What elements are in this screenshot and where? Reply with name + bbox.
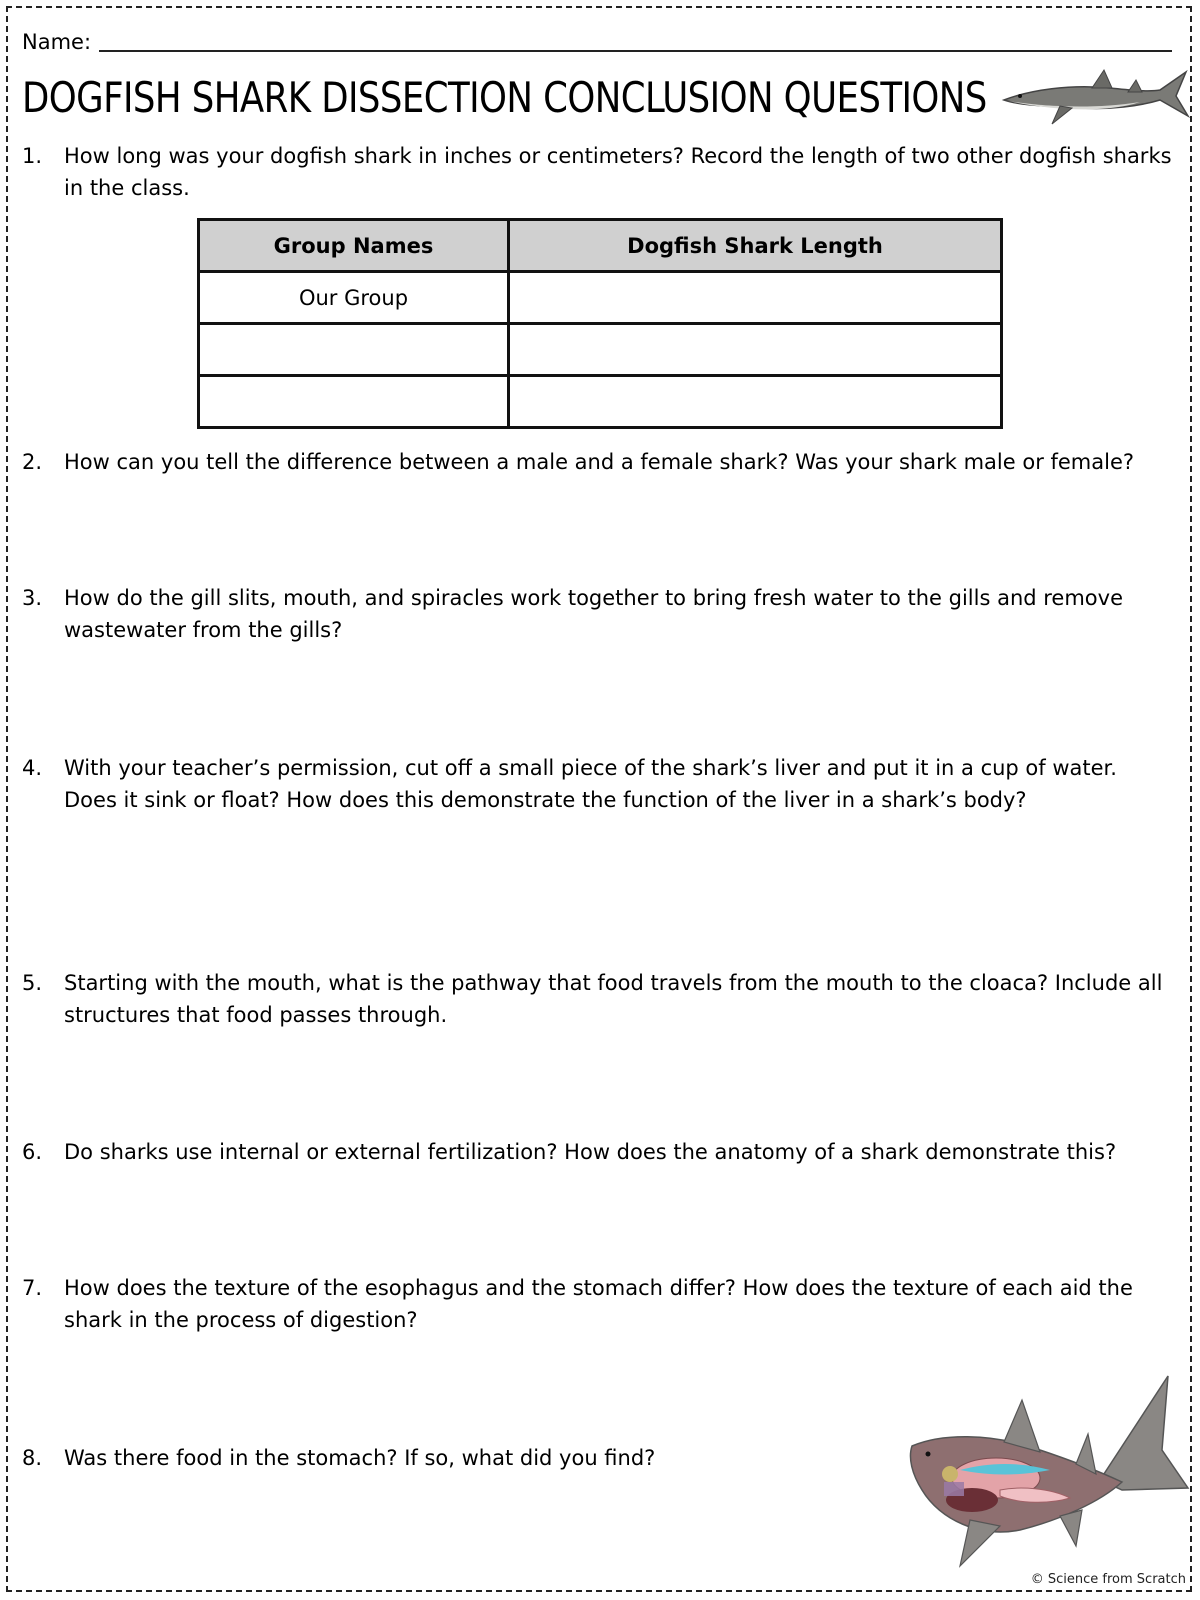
table-row [199,324,1002,376]
table-cell-group[interactable] [199,324,509,376]
question-number: 4. [22,756,43,780]
question-text: Starting with the mouth, what is the pathway that food travels from the mouth to the cloaca? Include all structures that food passes through. [64,971,1163,1027]
question-6 [22,1136,1172,1168]
question-number: 6. [22,1140,43,1164]
question-text: With your teacher’s permission, cut off a small piece of the shark’s liver and put it in a cup of water. Does it sink or float? How does this demonstrate the function of the liver in a shark’s body? [64,756,1117,812]
name-label: Name: [22,30,92,54]
column-header-shark-length: Dogfish Shark Length [509,220,1002,272]
table-cell-length[interactable] [509,324,1002,376]
question-text: Was there food in the stomach? If so, what did you find? [64,1446,656,1470]
shark-length-table [197,218,1003,429]
question-1 [22,140,1172,204]
copyright-notice: © Science from Scratch [1030,1572,1186,1587]
table-cell-length[interactable] [509,272,1002,324]
question-number: 5. [22,971,43,995]
page-title: DOGFISH SHARK DISSECTION CONCLUSION QUESTIONS [22,73,987,122]
question-text: How can you tell the difference between a male and a female shark? Was your shark male or female? [64,450,1135,474]
question-4 [22,752,1172,816]
question-text: How does the texture of the esophagus and the stomach differ? How does the texture of each aid the shark in the process of digestion? [64,1276,1133,1332]
question-text: How long was your dogfish shark in inches or centimeters? Record the length of two other dogfish sharks in the class. [64,144,1172,200]
name-input-line[interactable] [99,49,1172,52]
table-cell-length[interactable] [509,376,1002,428]
shark-anatomy-icon [900,1370,1190,1570]
table-cell-group[interactable] [199,376,509,428]
question-7 [22,1272,1172,1336]
table-row [199,272,1002,324]
question-text: Do sharks use internal or external fertilization? How does the anatomy of a shark demonstrate this? [64,1140,1117,1164]
question-number: 1. [22,144,43,168]
table-row [199,376,1002,428]
question-2 [22,446,1172,478]
question-number: 3. [22,586,43,610]
question-text: How do the gill slits, mouth, and spiracles work together to bring fresh water to the gills and remove wastewater from the gills? [64,586,1124,642]
question-number: 2. [22,450,43,474]
column-header-group-names: Group Names [199,220,509,272]
question-3 [22,582,1172,646]
question-number: 7. [22,1276,43,1300]
question-number: 8. [22,1446,43,1470]
table-cell-group: Our Group [199,272,509,324]
question-5 [22,967,1172,1031]
dogfish-shark-icon [1000,66,1190,130]
table-header-row [199,220,1002,272]
name-row [22,26,1172,54]
